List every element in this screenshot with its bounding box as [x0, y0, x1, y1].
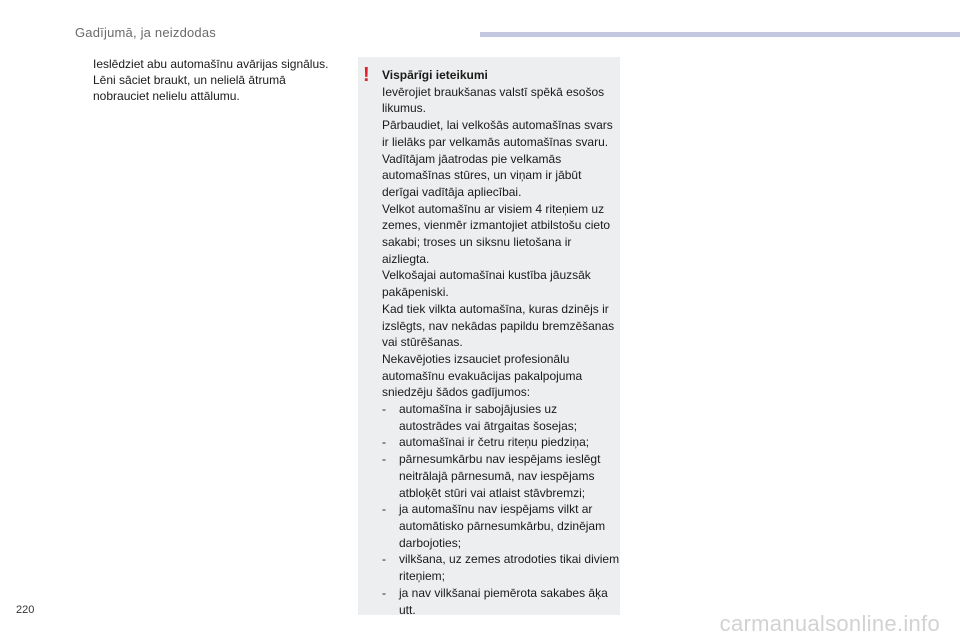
dash-marker: -	[382, 435, 386, 450]
callout-paragraph: Vadītājam jāatrodas pie velkamās automašīnas stūres, un viņam ir jābūt derīgai vadītāja apliecībai.	[382, 151, 582, 199]
list-item	[382, 401, 620, 434]
page-number: 220	[16, 604, 35, 616]
list-item-text: automašīna ir sabojājusies uz autostrādes vai ātrgaitas šosejas;	[399, 402, 578, 433]
callout-paragraph: Pārbaudiet, lai velkošās automašīnas svars ir lielāks par velkamās automašīnas svaru.	[382, 118, 613, 149]
list-item-text: ja nav vilkšanai piemērota sakabes āķa utt.	[399, 585, 608, 617]
list-item-text: vilkšana, uz zemes atrodoties tikai diviem riteņiem;	[399, 552, 620, 584]
list-item-text: pārnesumkārbu nav iespējams ieslēgt neitrālajā pārnesumā, nav iespējams atbloķēt stūri vai atlaist stāvbremzi;	[399, 452, 601, 500]
watermark: carmanualsonline.info	[719, 611, 940, 636]
callout-title: Vispārīgi ieteikumi	[382, 68, 488, 82]
list-item-text: automašīnai ir četru riteņu piedziņa;	[399, 435, 590, 450]
list-item	[382, 451, 620, 501]
instruction-list	[75, 56, 345, 104]
list-item	[382, 501, 620, 551]
callout-paragraph: Velkošajai automašīnai kustība jāuzsāk pakāpeniski.	[382, 268, 591, 300]
list-item	[382, 434, 620, 451]
list-item	[382, 551, 620, 584]
dash-marker: -	[382, 452, 386, 467]
callout-paragraph: Nekavējoties izsauciet profesionālu automašīnu evakuācijas pakalpojuma sniedzēju šādos gadījumos:	[382, 351, 583, 400]
dash-marker: -	[382, 552, 386, 567]
list-item	[75, 72, 345, 104]
list-item-text: Ieslēdziet abu automašīnu avārijas signālus.	[93, 57, 329, 71]
list-item	[75, 56, 345, 72]
callout-paragraph: Kad tiek vilkta automašīna, kuras dzinējs ir izslēgts, nav nekādas papildu bremzēšanas vai stūrēšanas.	[382, 301, 615, 350]
callout-paragraph: Velkot automašīnu ar visiem 4 riteņiem uz zemes, vienmēr izmantojiet atbilstošu cieto sakabi; troses un siksnu lietošana ir aizliegta.	[382, 201, 611, 266]
section-title: Gadījumā, ja neizdodas	[75, 25, 216, 40]
dash-marker: -	[382, 502, 386, 517]
warning-exclamation-icon: !	[363, 64, 370, 86]
list-item-text: Lēni sāciet braukt, un nelielā ātrumā nobrauciet nelielu attālumu.	[93, 73, 286, 103]
callout-paragraph: Ievērojiet braukšanas valstī spēkā esošos likumus.	[382, 84, 605, 116]
dash-marker: -	[382, 585, 386, 600]
header-accent-bar	[480, 32, 960, 37]
list-item	[382, 585, 620, 618]
warning-callout-content	[382, 67, 620, 618]
list-item-text: ja automašīnu nav iespējams vilkt ar automātisko pārnesumkārbu, dzinējam darbojoties;	[399, 502, 606, 550]
dash-marker: -	[382, 402, 386, 417]
